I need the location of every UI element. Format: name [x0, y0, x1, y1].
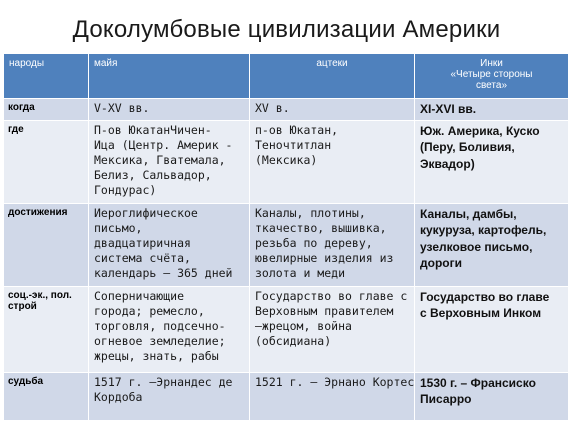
table-row-fate: [4, 372, 569, 420]
cell-line: система счёта,: [94, 251, 191, 266]
cell-line: Иероглифическое: [94, 205, 198, 220]
cell-inca-where: [415, 120, 569, 203]
cell-aztecs-achievements: [250, 203, 415, 286]
cell-line: Ица (Центр. Америк -: [94, 137, 233, 152]
cell-line: ткачество, вышивка,: [255, 220, 387, 235]
cell-line: торговля, подсечно-: [94, 318, 226, 333]
cell-inca-socio-economic: [415, 286, 569, 372]
cell-line: золота и меди: [255, 266, 346, 281]
cell-line: Теночтитлан: [255, 137, 332, 152]
table-header-row: [4, 54, 569, 99]
cell-line: 1530 г. – Франсиско: [420, 375, 536, 390]
header-aztecs: ацтеки: [250, 54, 415, 99]
cell-line: Соперничающие: [94, 288, 185, 303]
cell-line: 1521 г. – Эрнано Кортес: [255, 374, 415, 389]
cell-aztecs-where: [250, 120, 415, 203]
cell-line: (обсидиана): [255, 334, 332, 349]
cell-line: Эквадор): [420, 156, 475, 171]
cell-line: Кордоба: [94, 389, 143, 404]
cell-line: дороги: [420, 256, 462, 270]
cell-aztecs-when: [250, 99, 415, 121]
row-label-when: когда: [4, 99, 89, 121]
cell-line: резьба по дереву,: [255, 235, 373, 250]
cell-line: жрецы, знать, рабы: [94, 349, 219, 364]
cell-line: п-ов Юкатан,: [255, 122, 339, 137]
cell-line: V-XV вв.: [94, 101, 150, 115]
cell-inca-fate: [415, 372, 569, 420]
row-label-achievements: достижения: [4, 203, 89, 286]
cell-line: узелковое письмо,: [420, 239, 533, 254]
header-maya: майя: [89, 54, 250, 99]
cell-line: Каналы, плотины,: [255, 205, 366, 220]
cell-aztecs-socio-economic: [250, 286, 415, 372]
page-title: Доколумбовые цивилизации Америки: [72, 16, 501, 43]
cell-line: двадцатиричная: [94, 235, 191, 250]
cell-maya-when: [89, 99, 250, 121]
civilizations-table: [3, 53, 569, 421]
row-label-fate: судьба: [4, 372, 89, 420]
row-label-socio-economic: [4, 286, 89, 372]
cell-maya-achievements: [89, 203, 250, 286]
cell-line: Писарро: [420, 392, 472, 406]
cell-line: 1517 г. –Эрнандес де: [94, 374, 233, 389]
header-inca-line2: «Четыре стороны: [450, 69, 533, 80]
row-label-line: соц.-эк., пол.: [8, 289, 72, 301]
row-label-where: где: [4, 120, 89, 203]
cell-line: –жрецом, война: [255, 318, 352, 333]
cell-line: (Перу, Боливия,: [420, 140, 515, 154]
cell-line: Гондурас): [94, 183, 157, 198]
cell-line: XI-XVI вв.: [420, 102, 477, 116]
cell-inca-achievements: [415, 203, 569, 286]
cell-line: Мексика, Гватемала,: [94, 152, 226, 167]
cell-line: Белиз, Сальвадор,: [94, 168, 212, 183]
table-row-socio-economic: [4, 286, 569, 372]
header-peoples: народы: [4, 54, 89, 99]
cell-line: письмо,: [94, 220, 143, 235]
cell-line: календарь – 365 дней: [94, 266, 233, 281]
cell-line: огневое земледелие;: [94, 334, 226, 349]
header-inca-line1: Инки: [480, 58, 503, 69]
cell-inca-when: [415, 99, 569, 121]
cell-line: кукуруза, картофель,: [420, 223, 547, 237]
cell-line: XV в.: [255, 101, 290, 115]
header-inca: [415, 54, 569, 99]
table-row-achievements: [4, 203, 569, 286]
table-row-where: [4, 120, 569, 203]
cell-line: Юж. Америка, Куско: [420, 123, 540, 138]
cell-line: П-ов ЮкатанЧичен-: [94, 122, 212, 137]
cell-aztecs-fate: [250, 372, 415, 420]
cell-line: Государство во главе: [420, 289, 550, 304]
cell-maya-fate: [89, 372, 250, 420]
cell-line: с Верховным Инком: [420, 306, 542, 320]
cell-line: ювелирные изделия из: [255, 251, 394, 266]
cell-line: (Мексика): [255, 152, 318, 167]
cell-maya-where: [89, 120, 250, 203]
cell-line: Верховным правителем: [255, 303, 394, 318]
cell-line: Государство во главе с: [255, 288, 408, 303]
header-inca-line3: света»: [475, 80, 508, 91]
table-row-when: [4, 99, 569, 121]
row-label-line: строй: [8, 300, 37, 312]
cell-line: города; ремесло,: [94, 303, 205, 318]
cell-line: Каналы, дамбы,: [420, 206, 517, 221]
cell-maya-socio-economic: [89, 286, 250, 372]
